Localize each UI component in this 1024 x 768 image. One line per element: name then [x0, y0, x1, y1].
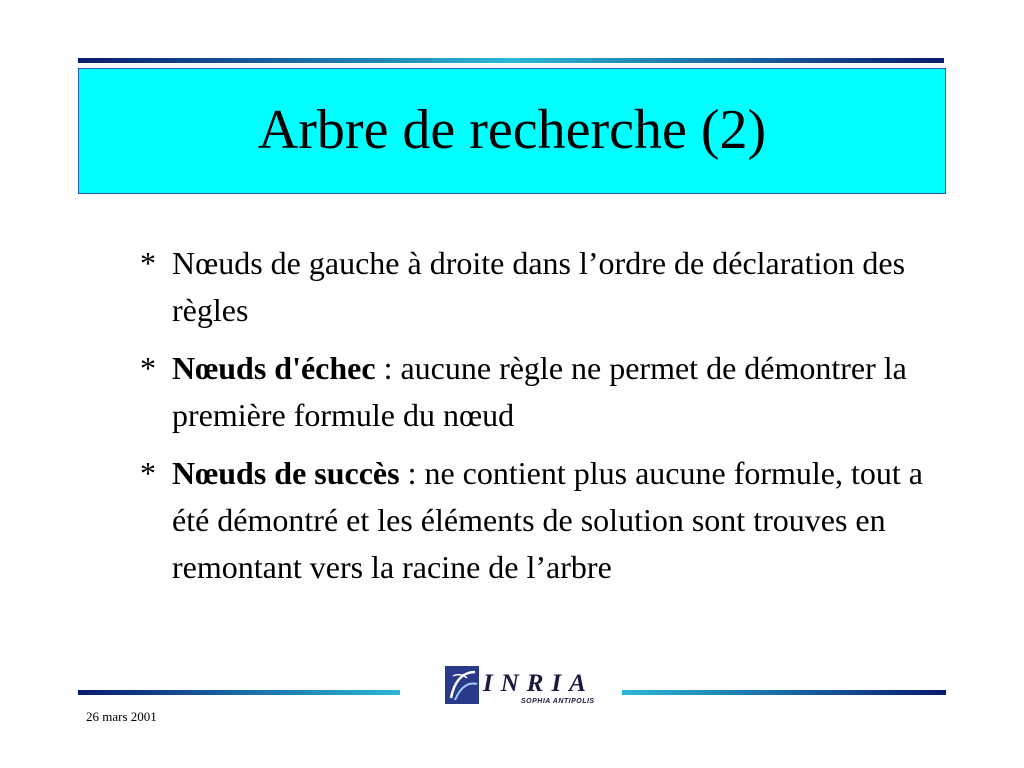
top-divider — [78, 58, 944, 63]
bullet-term: Nœuds de succès — [172, 455, 400, 491]
bullet-item — [140, 240, 940, 334]
bullet-text — [172, 450, 940, 591]
bullet-item — [140, 450, 940, 591]
bullet-text-content: Nœuds de gauche à droite dans l’ordre de déclaration des règles — [172, 245, 906, 328]
footer-date: 26 mars 2001 — [86, 709, 157, 724]
inria-logo — [443, 662, 603, 710]
bullet-definition: : ne contient plus aucune formule, tout a été démontré et les éléments de solution sont trouves en remontant vers la racine de l’arbre — [172, 455, 923, 585]
title-box — [78, 68, 946, 194]
bullet-text — [172, 345, 940, 439]
bottom-divider-right — [622, 690, 946, 695]
inria-logo-icon — [443, 664, 483, 708]
slide-title: Arbre de recherche (2) — [257, 99, 767, 161]
bottom-divider-left — [78, 690, 400, 695]
bullet-marker: * — [140, 455, 156, 491]
bullet-marker: * — [140, 350, 156, 386]
bullet-text — [172, 240, 940, 334]
bullet-term: Nœuds d'échec — [172, 350, 376, 386]
bullet-item — [140, 345, 940, 439]
logo-subtitle: SOPHIA ANTIPOLIS — [521, 698, 595, 705]
logo-wordmark: INRIA — [483, 670, 594, 697]
bullet-marker: * — [140, 245, 156, 281]
bullet-definition: : aucune règle ne permet de démontrer la première formule du nœud — [172, 350, 907, 433]
bullet-list — [140, 240, 940, 602]
